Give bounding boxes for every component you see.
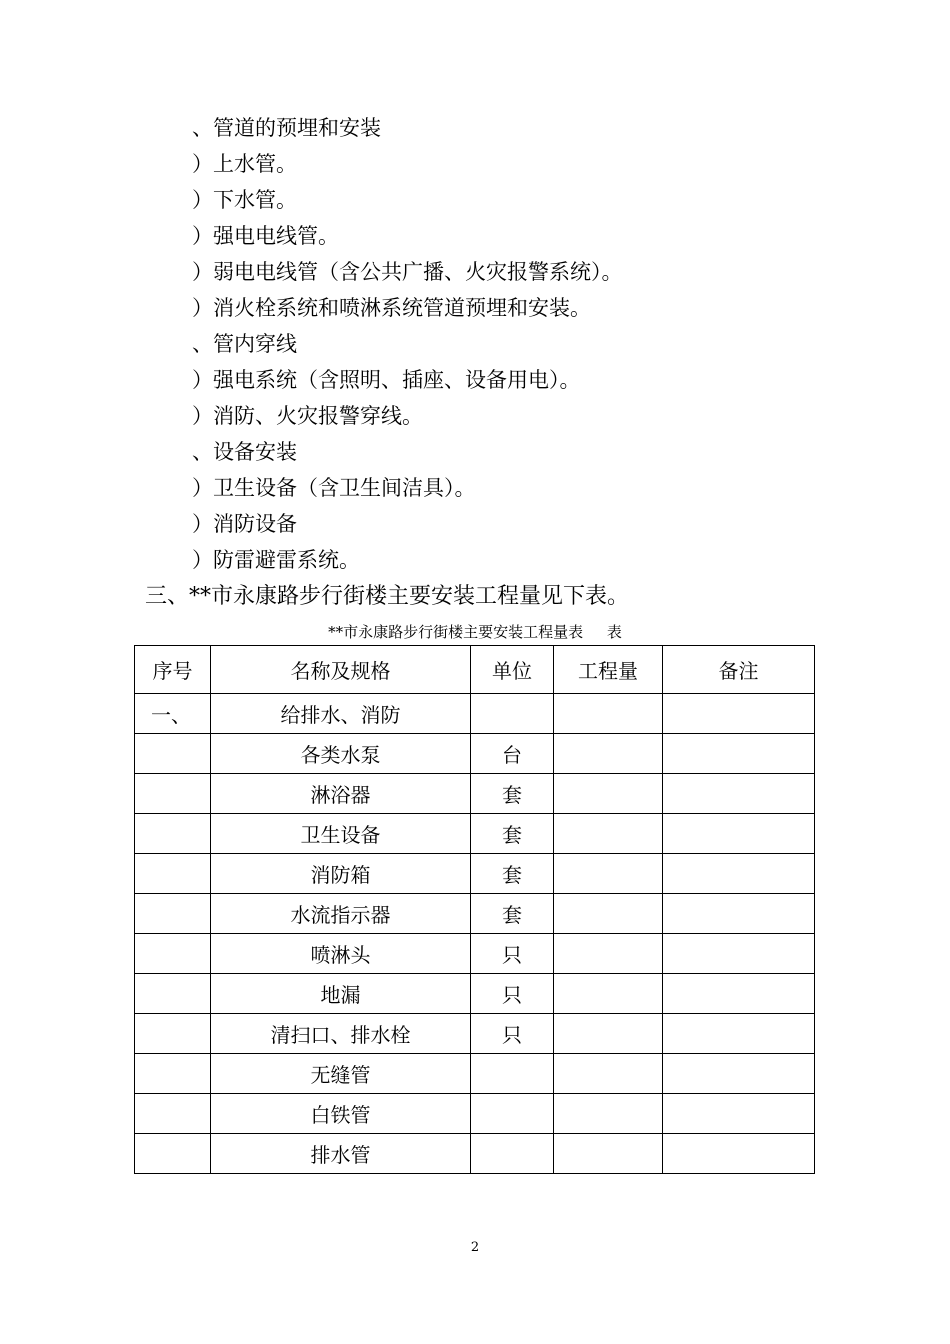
text-line: ）消防、火灾报警穿线。 (192, 404, 423, 428)
table-cell (135, 814, 211, 854)
table-cell (554, 894, 663, 934)
table-cell (554, 734, 663, 774)
table-row (135, 1134, 815, 1174)
text-line: ）强电电线管。 (192, 224, 339, 248)
header-cell: 名称及规格 (211, 646, 471, 694)
table-cell (554, 1054, 663, 1094)
header-cell: 单位 (471, 646, 554, 694)
table-row (135, 814, 815, 854)
text-line: ）下水管。 (192, 188, 297, 212)
table-row (135, 1014, 815, 1054)
table-row (135, 1094, 815, 1134)
table-cell (554, 814, 663, 854)
table-row (135, 974, 815, 1014)
table-cell (554, 854, 663, 894)
table-cell (663, 734, 815, 774)
table-cell (471, 694, 554, 734)
table-cell (554, 1014, 663, 1054)
table-cell: 白铁管 (211, 1094, 471, 1134)
table-cell (471, 1134, 554, 1174)
table-cell (663, 1014, 815, 1054)
text-line: 、管道的预埋和安装 (192, 116, 381, 140)
table-cell (663, 694, 815, 734)
table-cell: 套 (471, 774, 554, 814)
table-cell (471, 1094, 554, 1134)
table-cell: 套 (471, 814, 554, 854)
table-row (135, 694, 815, 734)
table-cell (135, 1094, 211, 1134)
text-line: ）卫生设备（含卫生间洁具）。 (192, 476, 476, 500)
table-cell: 喷淋头 (211, 934, 471, 974)
table-cell (554, 774, 663, 814)
table-cell (471, 1054, 554, 1094)
table-cell: 各类水泵 (211, 734, 471, 774)
text-line: 、设备安装 (192, 440, 297, 464)
table-cell (554, 1094, 663, 1134)
header-cell: 工程量 (554, 646, 663, 694)
text-line: ）上水管。 (192, 152, 297, 176)
table-cell (554, 694, 663, 734)
table-cell (135, 974, 211, 1014)
table-cell (135, 1134, 211, 1174)
table-cell: 台 (471, 734, 554, 774)
table-cell (135, 1014, 211, 1054)
table-cell (554, 974, 663, 1014)
table-cell: 套 (471, 894, 554, 934)
table-cell (554, 934, 663, 974)
table-cell (663, 854, 815, 894)
table-cell: 只 (471, 1014, 554, 1054)
table-cell: 只 (471, 974, 554, 1014)
table-row (135, 1054, 815, 1094)
table-cell (663, 1094, 815, 1134)
table-cell: 一、 (135, 694, 211, 734)
table-cell (663, 814, 815, 854)
table-cell: 套 (471, 854, 554, 894)
table-cell (135, 734, 211, 774)
section-heading: 三、**市永康路步行街楼主要安装工程量见下表。 (145, 584, 630, 609)
text-line: ）弱电电线管（含公共广播、火灾报警系统）。 (192, 260, 623, 284)
table-row (135, 854, 815, 894)
table-cell: 卫生设备 (211, 814, 471, 854)
text-line: ）强电系统（含照明、插座、设备用电）。 (192, 368, 581, 392)
page-number: 2 (470, 1240, 480, 1255)
table-row (135, 774, 815, 814)
table-row (135, 894, 815, 934)
table-cell (135, 1054, 211, 1094)
table-row (135, 934, 815, 974)
table-cell: 消防箱 (211, 854, 471, 894)
text-line: ）防雷避雷系统。 (192, 548, 360, 572)
table-cell: 给排水、消防 (211, 694, 471, 734)
table-cell (135, 934, 211, 974)
table-cell: 只 (471, 934, 554, 974)
header-cell: 序号 (135, 646, 211, 694)
table-cell (663, 894, 815, 934)
table-cell: 水流指示器 (211, 894, 471, 934)
table-cell: 地漏 (211, 974, 471, 1014)
table-cell: 清扫口、排水栓 (211, 1014, 471, 1054)
table-cell (135, 774, 211, 814)
header-cell: 备注 (663, 646, 815, 694)
table-cell (554, 1134, 663, 1174)
text-line: ）消防设备 (192, 512, 297, 536)
table-cell (135, 854, 211, 894)
text-line: ）消火栓系统和喷淋系统管道预埋和安装。 (192, 296, 591, 320)
table-cell: 无缝管 (211, 1054, 471, 1094)
table-row (135, 734, 815, 774)
quantity-table (134, 645, 815, 1174)
table-cell (663, 934, 815, 974)
table-cell (663, 1054, 815, 1094)
table-cell (663, 1134, 815, 1174)
table-cell (663, 974, 815, 1014)
table-cell (663, 774, 815, 814)
table-header-row (135, 646, 815, 694)
table-cell (135, 894, 211, 934)
table-caption: **市永康路步行街楼主要安装工程量表 表 (328, 623, 622, 641)
table-cell: 排水管 (211, 1134, 471, 1174)
text-line: 、管内穿线 (192, 332, 297, 356)
table-cell: 淋浴器 (211, 774, 471, 814)
